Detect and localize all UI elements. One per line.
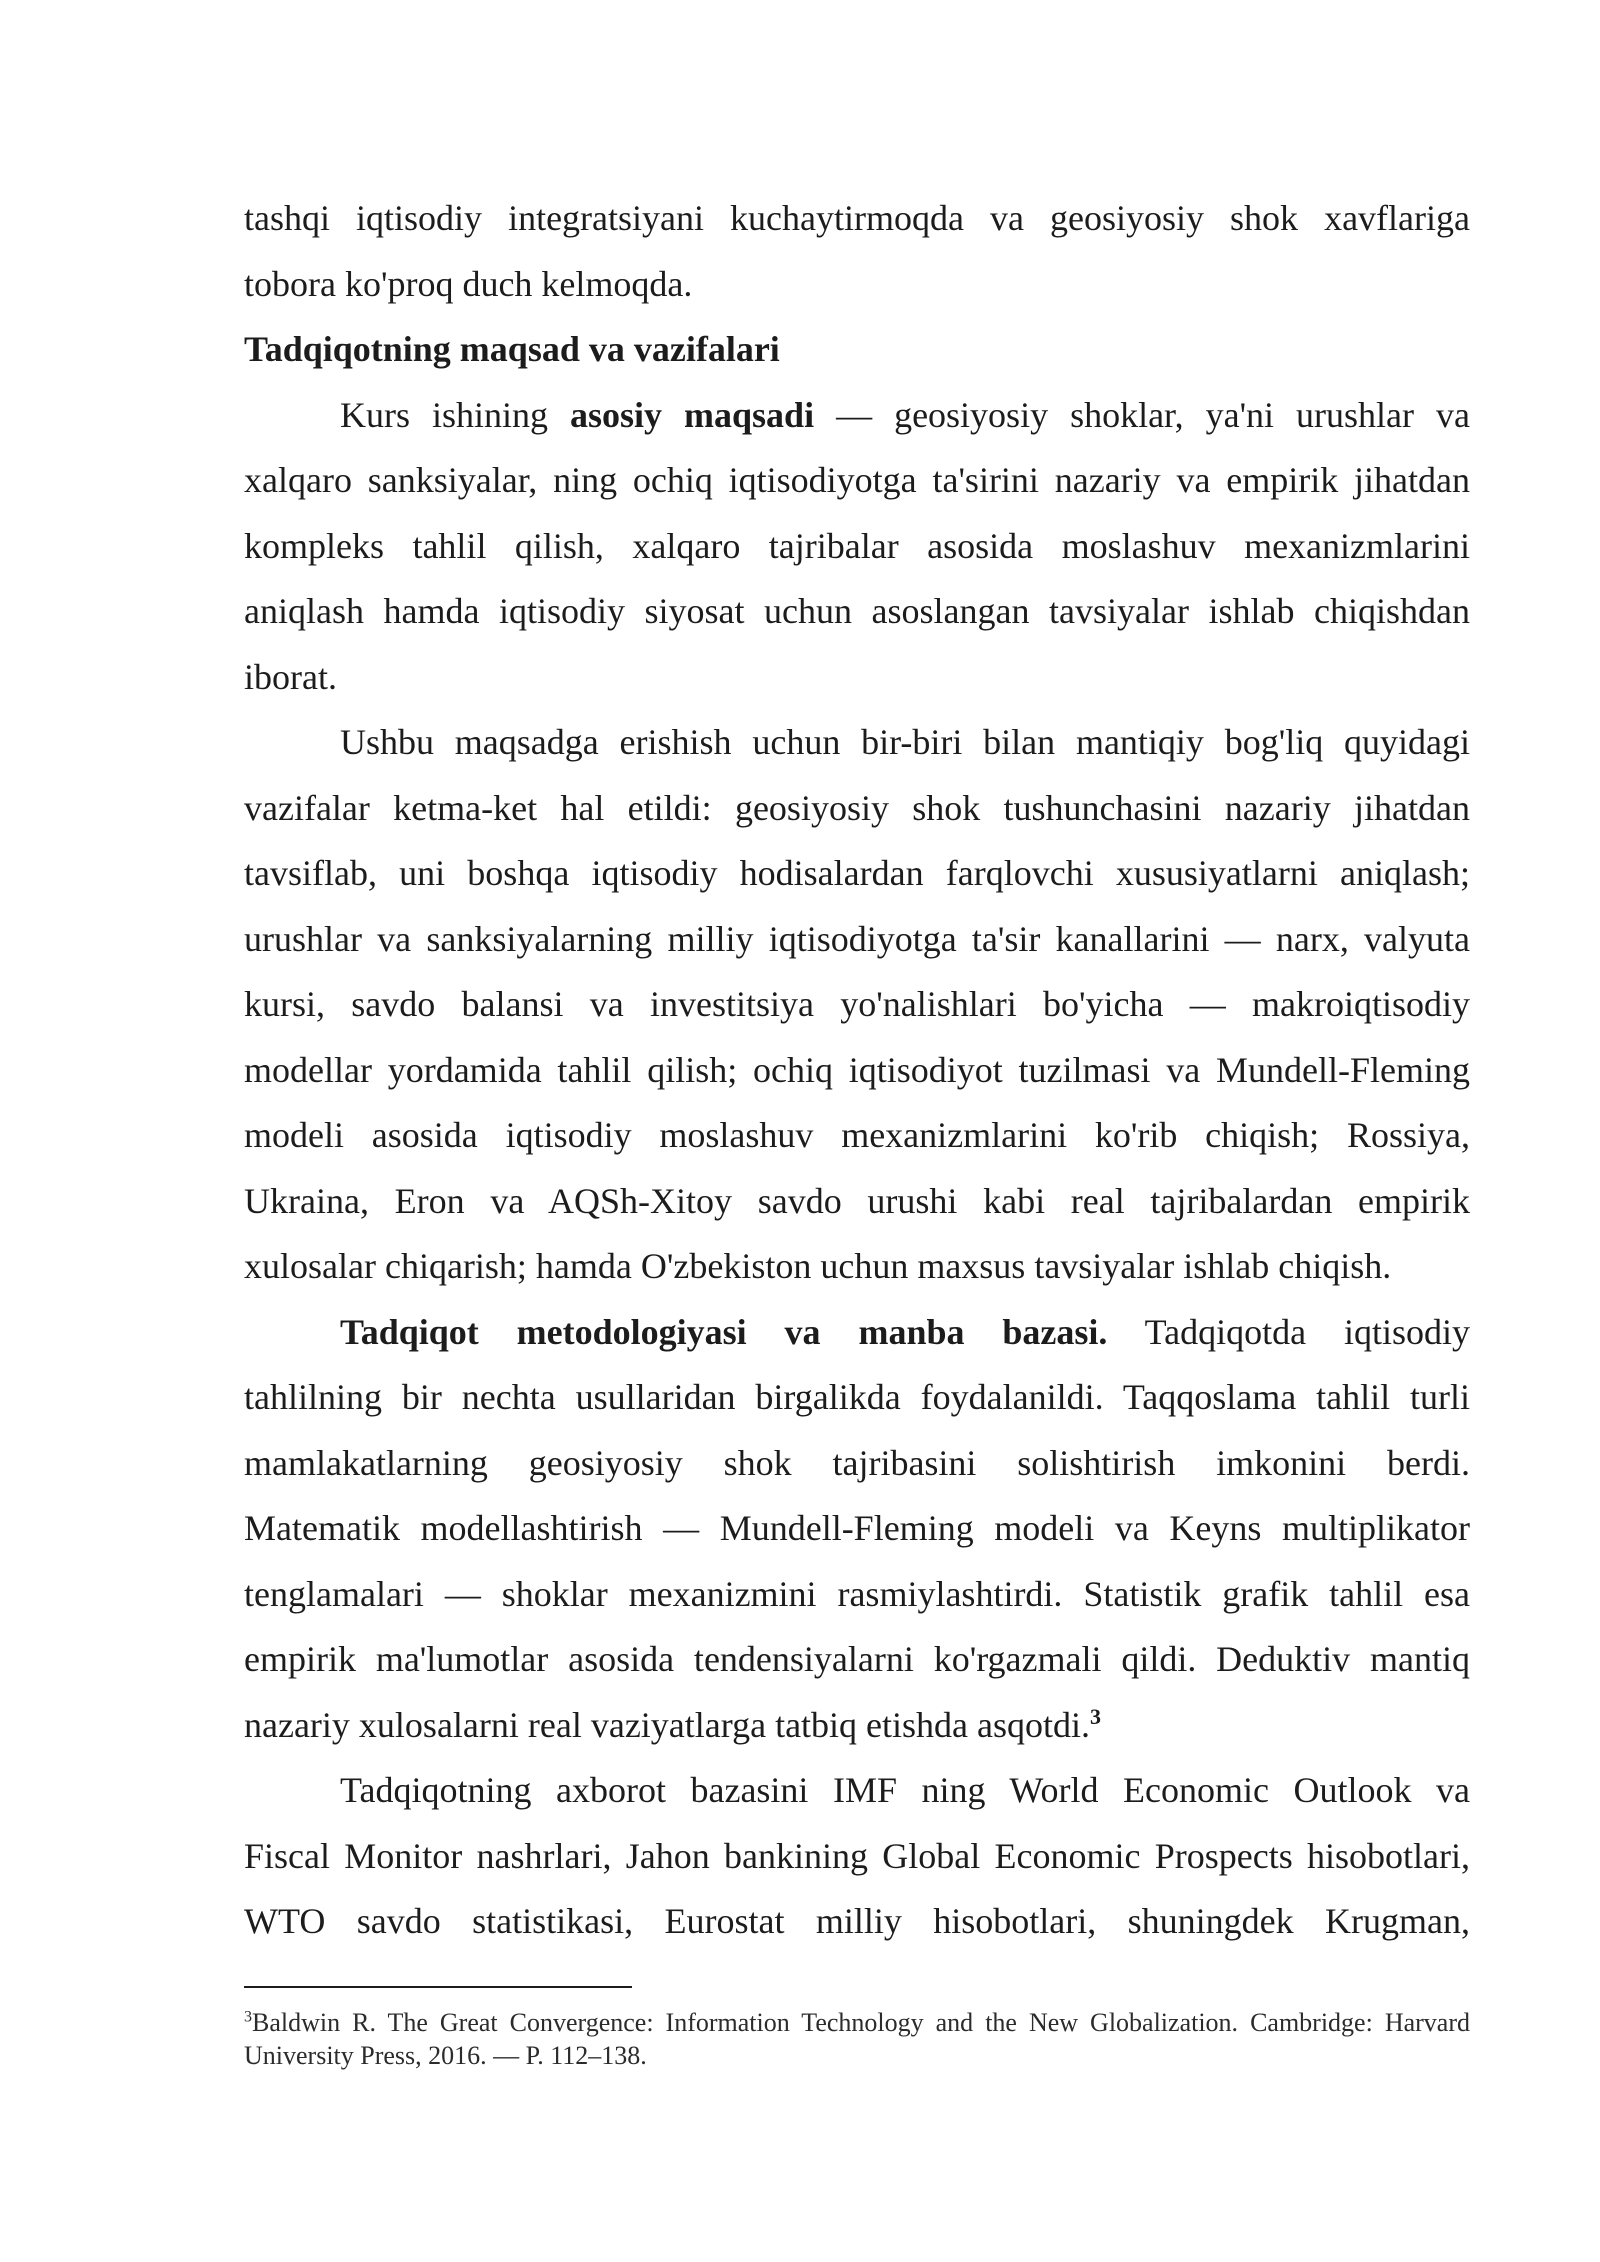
section-heading: Tadqiqotning maqsad va vazifalari xyxy=(244,329,780,369)
paragraph-line: aniqlash hamda iqtisodiy siyosat uchun asoslangan tavsiyalar ishlab chiqishdan xyxy=(244,591,1470,631)
paragraph-line: Fiscal Monitor nashrlari, Jahon bankining Global Economic Prospects hisobotlari, xyxy=(244,1835,1470,1876)
document-body xyxy=(244,186,1470,1955)
paragraph-line xyxy=(244,1300,1470,1366)
paragraph-line: kompleks tahlil qilish, xalqaro tajribalar asosida moslashuv mexanizmlarini xyxy=(244,525,1470,566)
footnote-reference[interactable]: 3 xyxy=(1090,1703,1102,1729)
bold-term: asosiy maqsadi xyxy=(570,394,815,435)
paragraph-line: urushlar va sanksiyalarning milliy iqtisodiyotga ta'sir kanallarini — narx, valyuta xyxy=(244,918,1470,959)
paragraph-line: xulosalar chiqarish; hamda O'zbekiston uchun maxsus tavsiyalar ishlab chiqish. xyxy=(244,1246,1392,1286)
paragraph-line: Tadqiqotning axborot bazasini IMF ning World Economic Outlook va xyxy=(340,1770,1470,1810)
footnote-separator xyxy=(244,1986,632,1988)
paragraph-line: Ukraina, Eron va AQSh-Xitoy savdo urushi kabi real tajribalardan empirik xyxy=(244,1180,1470,1221)
paragraph-line: kursi, savdo balansi va investitsiya yo'nalishlari bo'yicha — makroiqtisodiy xyxy=(244,984,1470,1024)
paragraph-line xyxy=(244,1693,1470,1759)
paragraph-line: Ushbu maqsadga erishish uchun bir-biri bilan mantiqiy bog'liq quyidagi xyxy=(340,722,1470,762)
footnote-text: Baldwin R. The Great Convergence: Information Technology and the New Globalization. Cambridge: Harvard xyxy=(252,2008,1470,2037)
paragraph-line: WTO savdo statistikasi, Eurostat milliy hisobotlari, shuningdek Krugman, xyxy=(244,1901,1470,1941)
footnote-line xyxy=(244,2006,1470,2039)
paragraph-line: empirik ma'lumotlar asosida tendensiyalarni ko'rgazmali qildi. Deduktiv mantiq xyxy=(244,1639,1470,1679)
paragraph-line: Matematik modellashtirish — Mundell-Fleming modeli va Keyns multiplikator xyxy=(244,1508,1470,1548)
paragraph-line: modellar yordamida tahlil qilish; ochiq iqtisodiyot tuzilmasi va Mundell-Fleming xyxy=(244,1049,1470,1090)
paragraph-line: vazifalar ketma-ket hal etildi: geosiyosiy shok tushunchasini nazariy jihatdan xyxy=(244,787,1470,828)
paragraph-line: modeli asosida iqtisodiy moslashuv mexanizmlarini ko'rib chiqish; Rossiya, xyxy=(244,1115,1470,1155)
text-run: nazariy xulosalarni real vaziyatlarga tatbiq etishda asqotdi. xyxy=(244,1704,1091,1745)
footnote-number: 3 xyxy=(244,2008,252,2026)
paragraph-line: tobora ko'proq duch kelmoqda. xyxy=(244,263,693,304)
text-run: — geosiyosiy shoklar, ya'ni urushlar va xyxy=(814,394,1470,435)
paragraph-line: tavsiflab, uni boshqa iqtisodiy hodisalardan farqlovchi xususiyatlarni aniqlash; xyxy=(244,853,1470,893)
paragraph-line: iborat. xyxy=(244,656,337,697)
bold-term: Tadqiqot metodologiyasi va manba bazasi. xyxy=(340,1311,1108,1352)
footnote xyxy=(244,2006,1470,2072)
footnote-line: University Press, 2016. — P. 112–138. xyxy=(244,2041,647,2070)
paragraph-line: tenglamalari — shoklar mexanizmini rasmiylashtirdi. Statistik grafik tahlil esa xyxy=(244,1573,1470,1614)
paragraph-line: xalqaro sanksiyalar, ning ochiq iqtisodiyotga ta'sirini nazariy va empirik jihatdan xyxy=(244,460,1470,500)
paragraph-line: tahlilning bir nechta usullaridan birgalikda foydalanildi. Taqqoslama tahlil turli xyxy=(244,1377,1470,1417)
paragraph-line: tashqi iqtisodiy integratsiyani kuchaytirmoqda va geosiyosiy shok xavflariga xyxy=(244,198,1470,238)
text-run: Kurs ishining xyxy=(340,394,571,435)
paragraph-line xyxy=(244,383,1470,449)
paragraph-line: mamlakatlarning geosiyosiy shok tajribasini solishtirish imkonini berdi. xyxy=(244,1442,1470,1483)
text-run: Tadqiqotda iqtisodiy xyxy=(1107,1311,1470,1352)
